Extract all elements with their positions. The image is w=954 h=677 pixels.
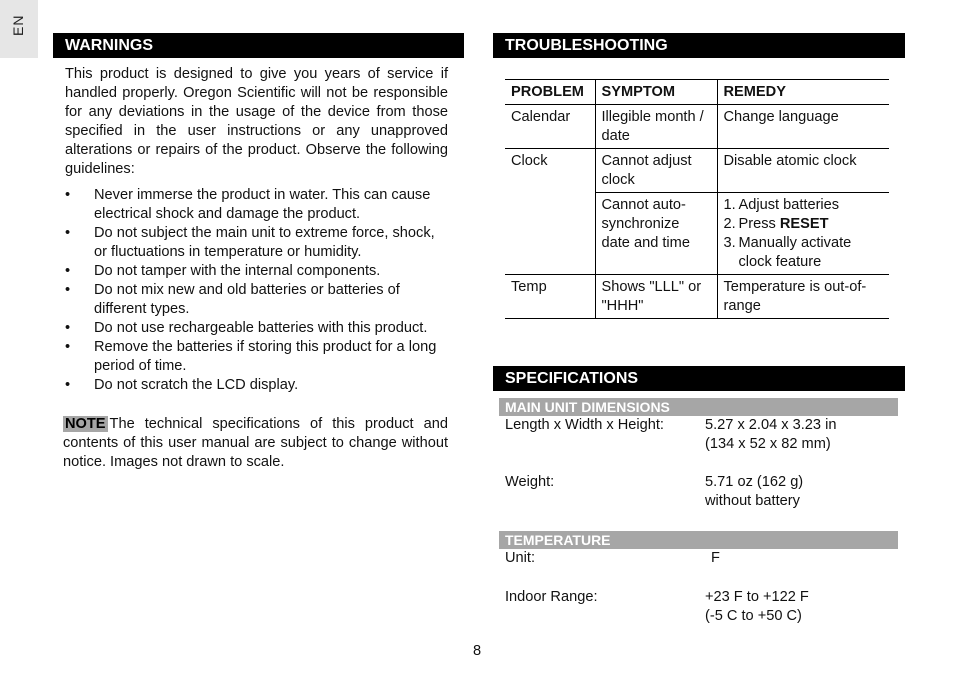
- unit-value: F: [711, 550, 720, 566]
- troubleshooting-heading: TROUBLESHOOTING: [493, 33, 905, 58]
- note-paragraph: [63, 415, 448, 472]
- table-header-row: [505, 80, 889, 105]
- warnings-list: [65, 186, 448, 395]
- weight-value: 5.71 oz (162 g): [705, 474, 804, 490]
- header-problem: PROBLEM: [505, 80, 595, 105]
- symptom-cell: Cannot auto-synchronize date and time: [595, 193, 717, 275]
- remedy-cell: [717, 193, 889, 275]
- list-item: • Do not tamper with the internal components.: [65, 262, 448, 281]
- problem-cell: Calendar: [505, 105, 595, 149]
- list-item: • Do not scratch the LCD display.: [65, 376, 448, 395]
- remedy-steps: [724, 196, 884, 272]
- list-item: • Do not use rechargeable batteries with this product.: [65, 319, 448, 338]
- note-label: NOTE: [65, 416, 106, 432]
- table-row: [505, 193, 889, 275]
- remedy-step: 3. Manually activate clock feature: [723, 235, 852, 270]
- specifications-heading: SPECIFICATIONS: [493, 366, 905, 391]
- dimensions-value-imperial: 5.27 x 2.04 x 3.23 in: [705, 417, 837, 433]
- list-item: • Do not mix new and old batteries or batteries of different types.: [65, 281, 448, 319]
- indoor-range-label: Indoor Range:: [505, 589, 598, 605]
- indoor-range-celsius: (-5 C to +50 C): [705, 608, 802, 624]
- note-text: The technical specifications of this product and contents of this user manual are subject to change without notice. Images not drawn to scale.: [63, 416, 448, 470]
- table-row: [505, 105, 889, 149]
- list-item: • Remove the batteries if storing this product for a long period of time.: [65, 338, 448, 376]
- header-remedy: REMEDY: [717, 80, 889, 105]
- warnings-intro: This product is designed to give you years of service if handled properly. Oregon Scientific will not be responsible for any deviations in the usage of the device from those specified in the user instructions or any unapproved alterations or repairs of the product. Observe the following guidelines:: [65, 66, 448, 177]
- main-unit-dimensions-heading: MAIN UNIT DIMENSIONS: [499, 398, 898, 416]
- weight-note: without battery: [705, 493, 800, 509]
- remedy-step: 2. Press RESET: [723, 216, 829, 232]
- remedy-cell: Temperature is out-of-range: [717, 275, 889, 319]
- weight-label: Weight:: [505, 474, 555, 490]
- page-number: 8: [472, 643, 482, 659]
- problem-cell: Clock: [511, 153, 548, 169]
- remedy-cell: Change language: [717, 105, 889, 149]
- reset-label: RESET: [779, 216, 829, 232]
- indoor-range-fahrenheit: +23 F to +122 F: [705, 589, 809, 605]
- problem-cell: [505, 193, 595, 275]
- list-item: • Do not subject the main unit to extreme force, shock, or fluctuations in temperature or humidity.: [65, 224, 448, 262]
- dimensions-value-metric: (134 x 52 x 82 mm): [705, 436, 831, 452]
- symptom-cell: Cannot adjust clock: [595, 149, 717, 193]
- remedy-step: 1. Adjust batteries: [723, 197, 840, 213]
- warnings-heading: WARNINGS: [53, 33, 464, 58]
- temperature-heading: TEMPERATURE: [499, 531, 898, 549]
- language-tab: [0, 0, 38, 58]
- language-code: EN: [10, 14, 26, 36]
- dimensions-label: Length x Width x Height:: [505, 417, 664, 433]
- troubleshooting-table: [505, 79, 889, 319]
- symptom-cell: Shows "LLL" or "HHH": [595, 275, 717, 319]
- problem-cell: Temp: [505, 275, 595, 319]
- header-symptom: SYMPTOM: [595, 80, 717, 105]
- remedy-cell: Disable atomic clock: [717, 149, 889, 193]
- table-row: [505, 149, 889, 193]
- table-row: [505, 275, 889, 319]
- unit-label: Unit:: [505, 550, 536, 566]
- symptom-cell: Illegible month / date: [595, 105, 717, 149]
- list-item: • Never immerse the product in water. This can cause electrical shock and damage the product.: [65, 186, 448, 224]
